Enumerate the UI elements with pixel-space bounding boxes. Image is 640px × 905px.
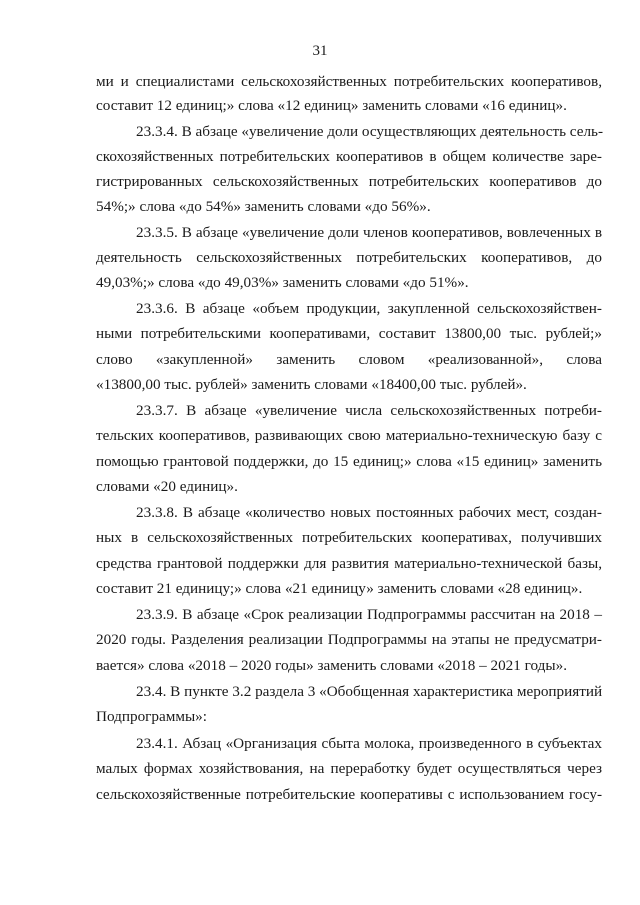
text-line: ми и специалистами сельскохозяйственных потребительских кооперативов, [96,73,602,90]
text-line: 54%;» слова «до 54%» заменить словами «до 56%». [96,198,431,215]
text-line: 23.4. В пункте 3.2 раздела 3 «Обобщенная характеристика мероприятий [136,683,603,700]
text-line: малых формах хозяйствования, на переработку будет осуществляться через [96,760,602,777]
text-line: 2020 годы. Разделения реализации Подпрограммы на этапы не предусматри- [96,631,602,648]
text-line: 23.3.6. В абзаце «объем продукции, закупленной сельскохозяйствен- [136,300,602,317]
text-line: помощью грантовой поддержки, до 15 единиц;» слова «15 единиц» заменить [96,453,602,470]
text-line: сельскохозяйственные потребительские кооперативы с использованием госу- [96,786,602,803]
text-line: скохозяйственных потребительских кооперативов в общем количестве заре- [96,148,602,165]
text-line: вается» слова «2018 – 2020 годы» заменить словами «2018 – 2021 годы». [96,657,567,674]
text-line: словами «20 единиц». [96,478,238,495]
text-line: составит 12 единиц;» слова «12 единиц» заменить словами «16 единиц». [96,97,567,114]
text-line: тельских кооперативов, развивающих свою материально-техническую базу с [96,427,602,444]
text-line: 49,03%;» слова «до 49,03%» заменить словами «до 51%». [96,274,469,291]
text-line: 23.3.5. В абзаце «увеличение доли членов кооперативов, вовлеченных в [136,224,602,241]
text-line: 23.3.9. В абзаце «Срок реализации Подпрограммы рассчитан на 2018 – [136,606,602,623]
text-line: Подпрограммы»: [96,708,207,725]
page-number: 31 [312,43,328,59]
text-line: деятельность сельскохозяйственных потребительских кооперативов, до [96,249,602,266]
text-line: 23.3.7. В абзаце «увеличение числа сельскохозяйственных потреби- [136,402,602,419]
text-line: составит 21 единицу;» слова «21 единицу» заменить словами «28 единиц». [96,580,583,597]
text-line: средства грантовой поддержки для развития материально-технической базы, [96,555,602,572]
text-line: гистрированных сельскохозяйственных потребительских кооперативов до [96,173,602,190]
text-line: 23.3.4. В абзаце «увеличение доли осуществляющих деятельность сель- [136,123,604,140]
text-line: ных в сельскохозяйственных потребительских кооперативах, получивших [96,529,602,546]
text-line: 23.4.1. Абзац «Организация сбыта молока, произведенного в субъектах [136,735,602,752]
text-line: 23.3.8. В абзаце «количество новых постоянных рабочих мест, создан- [136,504,602,521]
text-line: «13800,00 тыс. рублей» заменить словами «18400,00 тыс. рублей». [96,376,527,393]
text-line: ными потребительскими кооперативами, составит 13800,00 тыс. рублей;» [96,325,602,342]
text-line: слово «закупленной» заменить словом «реализованной», слова [96,351,602,368]
